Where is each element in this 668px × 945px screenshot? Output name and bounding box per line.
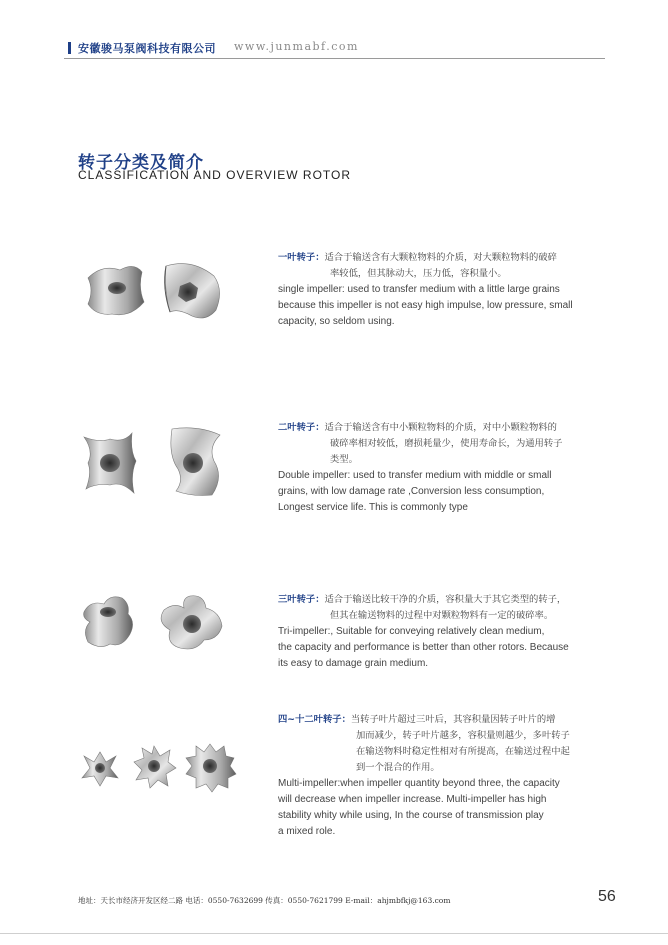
section-cn-text: 适合于输送含有中小颗粒物料的介质，对中小颗粒物料的 — [324, 422, 557, 433]
multi-impeller-image — [78, 740, 238, 795]
section-cn-text: 当转子叶片超过三叶后，其容积量因转子叶片的增 — [350, 714, 556, 725]
section-en-line: the capacity and performance is better than other rotors. Because — [278, 642, 569, 653]
website-url: www.junmabf.com — [234, 40, 359, 53]
section-label: 二叶转子： — [278, 422, 325, 433]
header-accent-bar — [68, 42, 71, 54]
section-en-line: will decrease when impeller increase. Multi-impeller has high — [278, 794, 547, 805]
section-en-line: Double impeller: used to transfer medium with middle or small — [278, 470, 552, 481]
single-impeller-image — [82, 258, 234, 326]
section-en-line: Longest service life. This is commonly type — [278, 502, 468, 513]
section-cn-text: 适合于输送比较干净的介质，容积量大于其它类型的转子， — [324, 594, 567, 605]
footer-contact: 地址：天长市经济开发区经二路 电话：0550-7632699 传真：0550-7621799 E-mail：ahjmbfkj@163.com — [78, 896, 451, 905]
section-double-impeller — [278, 420, 608, 516]
section-cn-line — [278, 420, 608, 436]
company-name: 安徽骏马泵阀科技有限公司 — [78, 42, 216, 55]
section-cn-line — [278, 592, 608, 608]
section-en-line: stability whity while using, In the course of transmission play — [278, 810, 544, 821]
section-en-line: capacity, so seldom using. — [278, 316, 395, 327]
section-label: 一叶转子： — [278, 252, 325, 263]
page-number: 56 — [598, 888, 616, 905]
section-cn-line: 破碎率相对较低，磨损耗量少，使用寿命长，为通用转子 — [330, 438, 563, 449]
section-label: 三叶转子： — [278, 594, 325, 605]
section-cn-line: 率较低，但其脉动大，压力低，容积量小。 — [330, 268, 507, 279]
section-en-line: a mixed role. — [278, 826, 336, 837]
section-en-line: Multi-impeller:when impeller quantity beyond three, the capacity — [278, 778, 560, 789]
section-cn-line: 但其在输送物料的过程中对颗粒物料有一定的破碎率。 — [330, 610, 554, 621]
section-en-line: its easy to damage grain medium. — [278, 658, 429, 669]
section-multi-impeller — [278, 712, 608, 840]
footer-divider — [0, 933, 668, 934]
section-en-line: because this impeller is not easy high impulse, low pressure, small — [278, 300, 573, 311]
section-cn-line: 到一个混合的作用。 — [356, 762, 440, 773]
section-en-line: grains, with low damage rate ,Conversion less consumption, — [278, 486, 545, 497]
section-en-line: Tri-impeller:, Suitable for conveying relatively clean medium, — [278, 626, 545, 637]
section-tri-impeller — [278, 592, 608, 672]
section-en-line: single impeller: used to transfer medium with a little large grains — [278, 284, 560, 295]
page-title-cn: 转子分类及简介 — [78, 153, 204, 173]
section-cn-line — [278, 712, 608, 728]
section-cn-line: 类型。 — [330, 454, 358, 465]
page-header — [68, 40, 608, 60]
section-single-impeller — [278, 250, 608, 330]
section-label: 四~十二叶转子： — [278, 714, 351, 725]
page-title-en: CLASSIFICATION AND OVERVIEW ROTOR — [78, 168, 352, 182]
section-cn-line: 在输送物料时稳定性相对有所提高，在输送过程中起 — [356, 746, 570, 757]
header-divider — [64, 58, 605, 59]
tri-impeller-image — [80, 590, 230, 655]
section-cn-text: 适合于输送含有大颗粒物料的介质，对大颗粒物料的破碎 — [324, 252, 557, 263]
section-cn-line — [278, 250, 608, 266]
double-impeller-image — [80, 425, 230, 500]
section-cn-line: 加而减少，转子叶片越多，容积量则越少，多叶转子 — [356, 730, 570, 741]
